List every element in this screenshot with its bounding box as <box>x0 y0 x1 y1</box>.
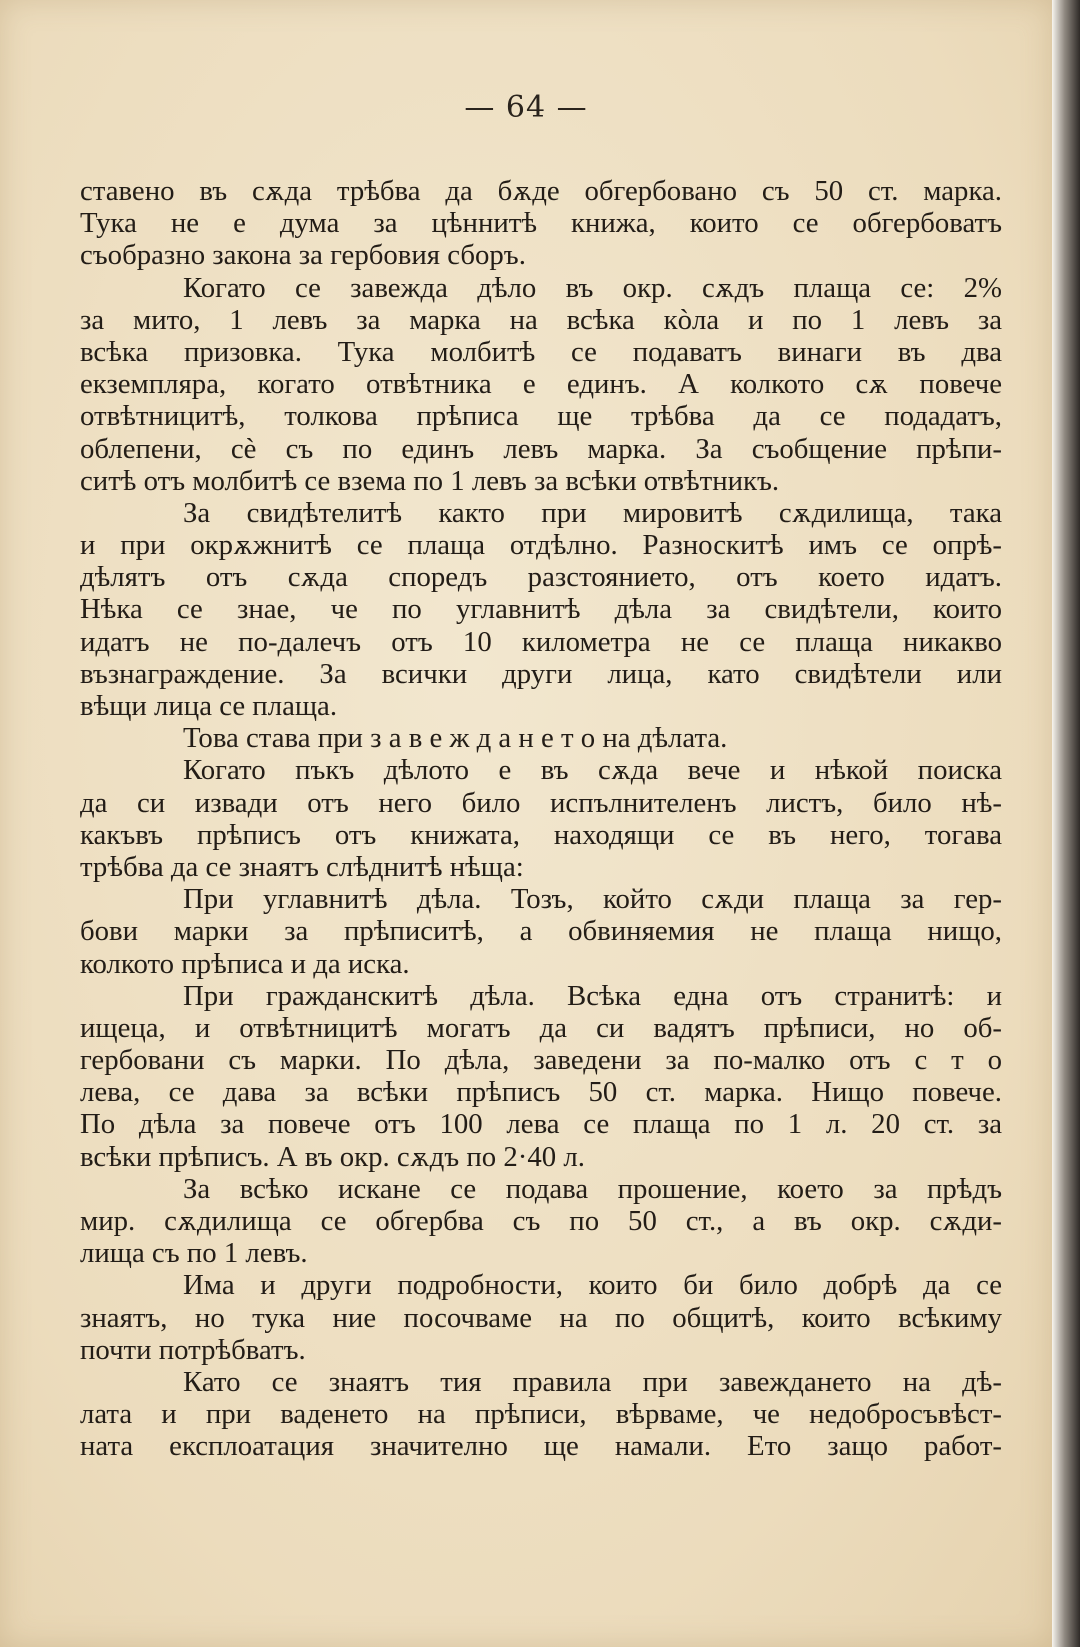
text-line: почти потрѣбватъ. <box>80 1333 306 1366</box>
text-line: лища съ по 1 левъ. <box>80 1237 308 1270</box>
text-line: бови марки за прѣписитѣ, а обвиняемия не плаща нищо, <box>80 915 1002 948</box>
text-line: колкото прѣписа и да иска. <box>80 947 410 980</box>
text-line: мир. сѫдилища се обгербва съ по 50 ст., а въ окр. сѫди- <box>80 1205 1002 1237</box>
text-line: ищеца, и отвѣтницитѣ могатъ да си вадятъ прѣписи, но об- <box>80 1011 1002 1044</box>
text-line: всѣки прѣписъ. А въ окр. сѫдъ по 2·40 л. <box>80 1140 585 1173</box>
text-line: трѣбва да се знаятъ слѣднитѣ нѣща: <box>80 850 524 883</box>
page-number: — 64 — <box>464 90 588 125</box>
text-line: съобразно закона за гербовия сборъ. <box>80 239 526 272</box>
text-line: лата и при ваденето на прѣписи, вѣрваме, че недобросъвѣст- <box>80 1398 1002 1431</box>
text-line: За всѣко искане се подава прошение, което за прѣдъ <box>183 1172 1002 1205</box>
text-line: Тука не е дума за цѣннитѣ книжа, които се обгербоватъ <box>80 207 1002 240</box>
text-line: вѣщи лица се плаща. <box>80 690 338 722</box>
text-line: отвѣтницитѣ, толкова прѣписа ще трѣбва да се подадатъ, <box>80 400 1002 433</box>
text-line: всѣка призовка. Тука молбитѣ се подаватъ винаги въ два <box>80 335 1002 368</box>
text-line: При гражданскитѣ дѣла. Всѣка една отъ странитѣ: и <box>183 979 1002 1012</box>
text-line: ситѣ отъ молбитѣ се взема по 1 левъ за всѣки отвѣтникъ. <box>80 464 780 497</box>
text-line: облепени, сè съ по единъ левъ марка. За съобщение прѣпи- <box>80 432 1002 465</box>
text-line: екземпляра, когато отвѣтника е единъ. А колкото сѫ повече <box>80 368 1002 401</box>
text-line: да си извади отъ него било испълнителенъ листъ, било нѣ- <box>80 786 1002 819</box>
body-text <box>80 175 1002 1463</box>
text-line: идатъ не по-далечъ отъ 10 километра не се плаща никакво <box>80 625 1002 658</box>
text-line: знаятъ, но тука ние посочваме на по общитѣ, които всѣкиму <box>80 1301 1002 1334</box>
text-line: По дѣла за повече отъ 100 лева се плаща по 1 л. 20 ст. за <box>80 1108 1002 1141</box>
text-line: лева, се дава за всѣки прѣписъ 50 ст. марка. Нищо повече. <box>80 1076 1002 1109</box>
text-line: за мито, 1 левъ за марка на всѣка кòла и по 1 левъ за <box>80 303 1002 336</box>
spine-shadow <box>1052 0 1080 1647</box>
text-line: Има и други подробности, които би било добрѣ да се <box>183 1269 1002 1302</box>
text-line: и при окрѫжнитѣ се плаща отдѣлно. Разноскитѣ имъ се опрѣ- <box>80 529 1002 562</box>
text-line: Нѣка се знае, че по углавнитѣ дѣла за свидѣтели, които <box>80 593 1002 626</box>
text-line: Когато пъкъ дѣлото е въ сѫда вече и нѣкой поиска <box>183 754 1002 787</box>
text-line: Това става при з а в е ж д а н е т о на дѣлата. <box>183 722 728 755</box>
text-line: гербовани съ марки. По дѣла, заведени за по-малко отъ с т о <box>80 1044 1002 1077</box>
text-line: какъвъ прѣписъ отъ книжата, находящи се въ него, тогава <box>80 818 1002 851</box>
text-line: Когато се завежда дѣло въ окр. сѫдъ плаща се: 2% <box>183 271 1002 304</box>
text-line: ната експлоатация значително ще намали. Ето защо работ- <box>80 1430 1002 1463</box>
text-line: При углавнитѣ дѣла. Тозъ, който сѫди плаща за гер- <box>183 883 1002 916</box>
text-line: дѣлятъ отъ сѫда споредъ разстоянието, отъ което идатъ. <box>80 561 1002 594</box>
text-line: ставено въ сѫда трѣбва да бѫде обгербовано съ 50 ст. марка. <box>80 175 1002 207</box>
text-line: възнаграждение. За всички други лица, като свидѣтели или <box>80 657 1002 690</box>
text-line: Като се знаятъ тия правила при завеждането на дѣ- <box>183 1365 1002 1398</box>
text-line: За свидѣтелитѣ както при мировитѣ сѫдилища, така <box>183 496 1002 529</box>
